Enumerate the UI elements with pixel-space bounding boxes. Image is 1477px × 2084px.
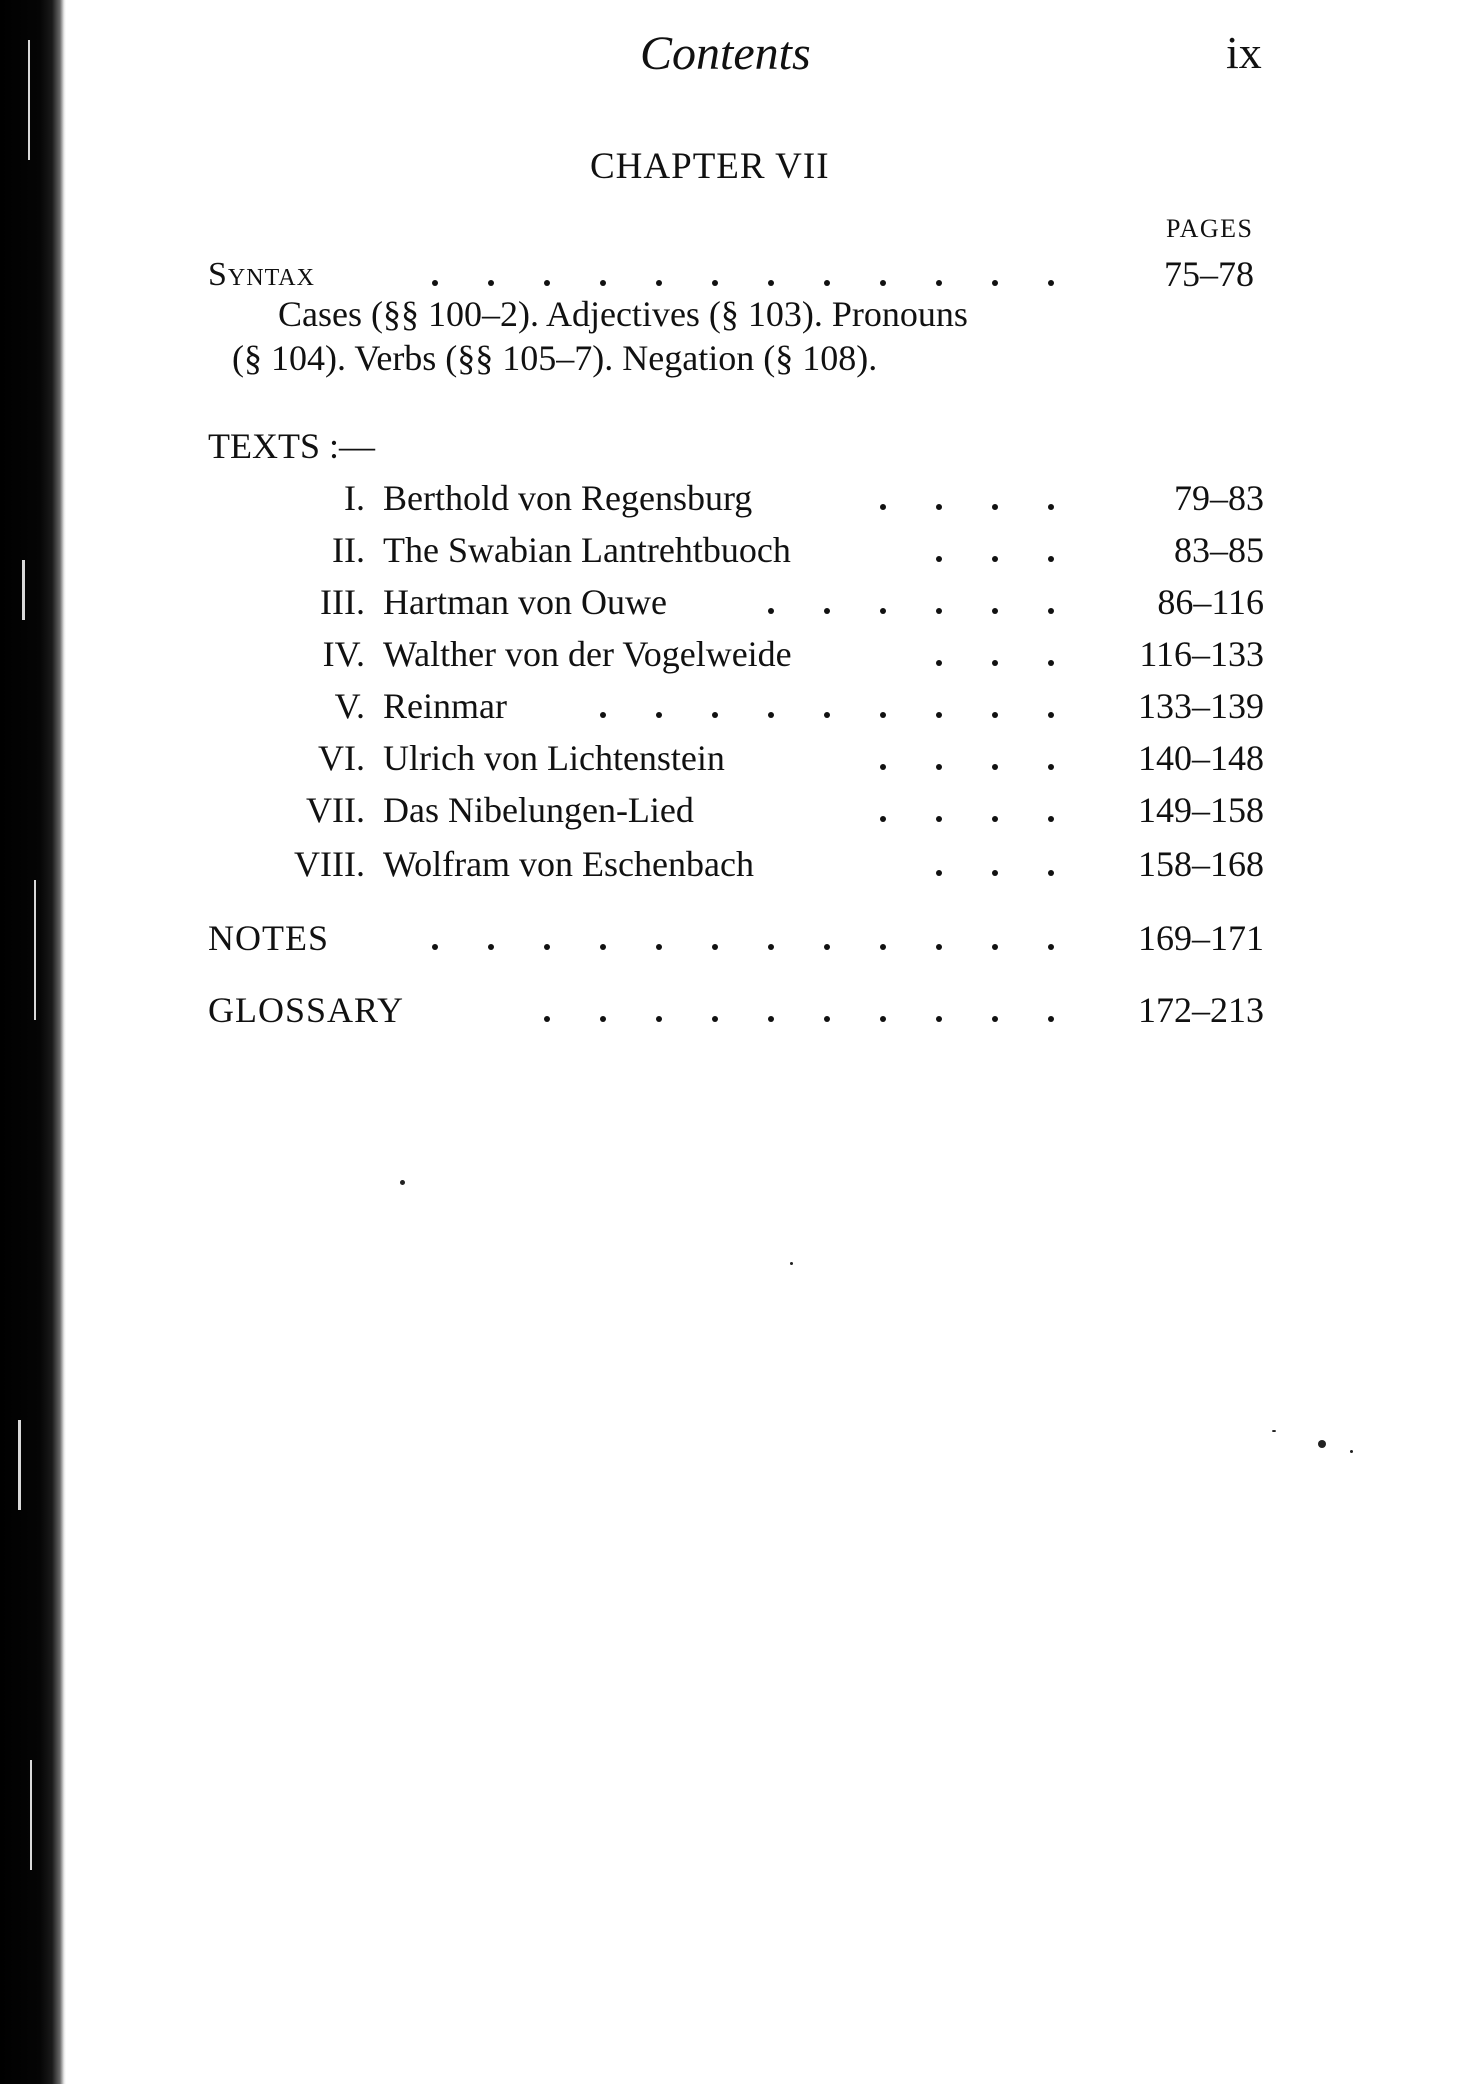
leader-dot [824,608,830,614]
leader-dot [1048,1016,1054,1022]
text-entry-pages: 116–133 [1139,634,1264,674]
binding-streak [28,40,30,160]
toc-entry-syntax-pages: 75–78 [1164,254,1254,294]
text-entry-number: IV. [322,634,365,674]
text-entry-pages: 79–83 [1174,478,1264,518]
leader-dot [936,816,942,822]
leader-dot [1048,556,1054,562]
syntax-description-line: (§ 104). Verbs (§§ 105–7). Negation (§ 108). [232,338,878,378]
scan-speck [790,1262,793,1265]
text-entry-pages: 83–85 [1174,530,1264,570]
leader-dot [992,1016,998,1022]
leader-dot [768,944,774,950]
leader-dot [432,944,438,950]
scan-speck [400,1180,405,1185]
leader-dot [600,712,606,718]
leader-dot [992,556,998,562]
leader-dot [992,944,998,950]
leader-dot [600,944,606,950]
text-entry-title: Ulrich von Lichtenstein [383,738,725,778]
leader-dot [768,280,774,286]
leader-dot [880,1016,886,1022]
binding-streak [18,1420,21,1510]
leader-dot [600,280,606,286]
chapter-title: CHAPTER VII [590,146,830,187]
leader-dot [656,1016,662,1022]
leader-dot [656,944,662,950]
text-entry-pages: 158–168 [1138,844,1264,884]
leader-dot [656,280,662,286]
text-entry-pages: 149–158 [1138,790,1264,830]
syntax-description-line: Cases (§§ 100–2). Adjectives (§ 103). Pronouns [278,294,968,334]
leader-dot [824,944,830,950]
leader-dot [824,280,830,286]
leader-dot [824,712,830,718]
text-entry-title: Wolfram von Eschenbach [383,844,754,884]
leader-dot [432,280,438,286]
leader-dot [992,816,998,822]
leader-dot [992,712,998,718]
leader-dot [936,280,942,286]
page-number: ix [1226,27,1262,78]
leader-dot [992,280,998,286]
text-entry-number: VII. [306,790,365,830]
leader-dot [936,608,942,614]
leader-dot [712,712,718,718]
leader-dot [600,1016,606,1022]
text-entry-title: Das Nibelungen-Lied [383,790,694,830]
binding-streak [22,560,25,620]
binding-edge [0,0,66,2084]
leader-dot [544,944,550,950]
toc-entry-glossary-pages: 172–213 [1138,990,1264,1030]
toc-entry-notes: NOTES [208,918,329,958]
text-entry-number: VI. [318,738,365,778]
leader-dot [992,504,998,510]
leader-dot [1048,660,1054,666]
leader-dot [768,712,774,718]
text-entry-pages: 140–148 [1138,738,1264,778]
leader-dot [488,944,494,950]
leader-dot [1048,608,1054,614]
leader-dot [1048,870,1054,876]
leader-dot [768,608,774,614]
leader-dot [1048,504,1054,510]
leader-dot [1048,712,1054,718]
leader-dot [544,280,550,286]
leader-dot [936,1016,942,1022]
leader-dot [1048,816,1054,822]
leader-dot [1048,944,1054,950]
leader-dot [880,608,886,614]
toc-entry-notes-pages: 169–171 [1138,918,1264,958]
leader-dot [936,712,942,718]
leader-dot [544,1016,550,1022]
scan-speck [1318,1440,1326,1448]
leader-dot [992,608,998,614]
toc-entry-glossary: GLOSSARY [208,990,405,1030]
leader-dot [880,280,886,286]
text-entry-number: V. [334,686,365,726]
leader-dot [824,1016,830,1022]
leader-dot [488,280,494,286]
binding-streak [30,1760,32,1870]
leader-dot [880,504,886,510]
leader-dot [936,556,942,562]
leader-dot [880,764,886,770]
leader-dot [768,1016,774,1022]
leader-dot [880,816,886,822]
leader-dot [1048,280,1054,286]
text-entry-title: Reinmar [383,686,507,726]
leader-dot [712,280,718,286]
text-entry-number: II. [332,530,365,570]
text-entry-pages: 86–116 [1157,582,1264,622]
leader-dot [936,870,942,876]
leader-dot [992,660,998,666]
texts-section-label: TEXTS :— [208,426,375,466]
text-entry-number: III. [320,582,365,622]
leader-dot [1048,764,1054,770]
leader-dot [936,944,942,950]
text-entry-title: Walther von der Vogelweide [383,634,792,674]
binding-streak [34,880,36,1020]
leader-dot [992,870,998,876]
toc-entry-syntax: Syntax [208,256,315,293]
text-entry-number: VIII. [294,844,365,884]
text-entry-pages: 133–139 [1138,686,1264,726]
text-entry-title: The Swabian Lantrehtbuoch [383,530,791,570]
leader-dot [656,712,662,718]
leader-dot [880,712,886,718]
leader-dot [992,764,998,770]
text-entry-number: I. [344,478,365,518]
leader-dot [936,764,942,770]
leader-dot [936,660,942,666]
leader-dot [936,504,942,510]
leader-dot [880,944,886,950]
pages-column-label: PAGES [1166,214,1254,243]
scan-speck [1272,1430,1276,1432]
text-entry-title: Hartman von Ouwe [383,582,667,622]
leader-dot [712,944,718,950]
scan-speck [1350,1450,1353,1453]
running-head: Contents [640,27,811,80]
text-entry-title: Berthold von Regensburg [383,478,753,518]
leader-dot [712,1016,718,1022]
